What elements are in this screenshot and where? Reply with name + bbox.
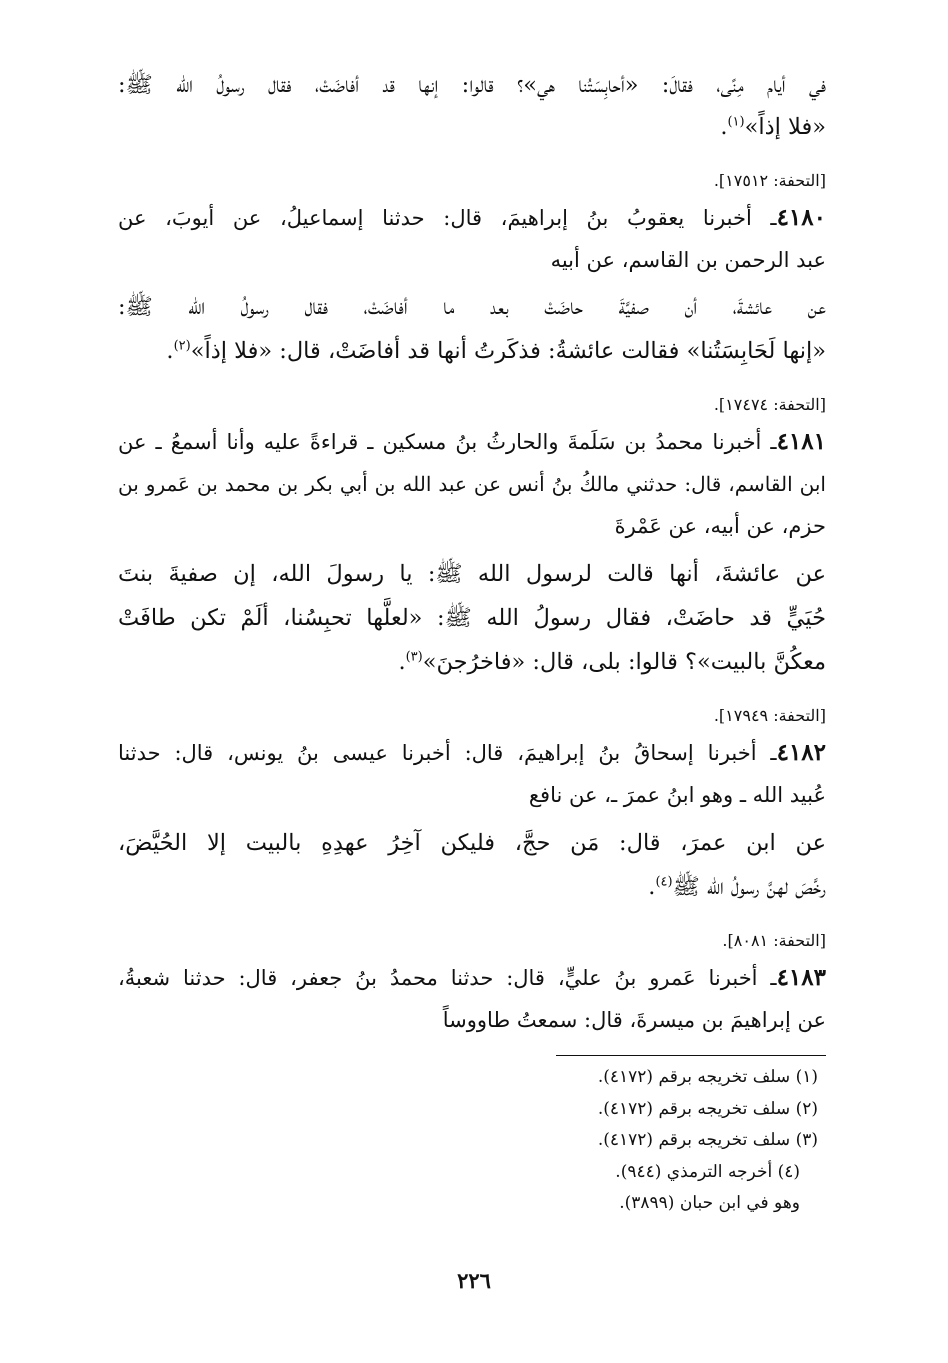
matn-line: عن عائشةَ، أن صفيَّةَ حاضَتْ بعد ما أفاضَتْ، فقال رسولُ الله ﷺ: xyxy=(118,294,826,320)
footnote: (٤) أخرجه الترمذي (٩٤٤). xyxy=(615,1162,800,1182)
isnad-line: ٤١٨٣ـ أخبرنا عَمرو بنُ عليٍّ، قال: حدثنا محمدُ بنُ جعفر، قال: حدثنا شعبةُ، xyxy=(118,964,826,991)
hadith-number: ٤١٨٣ xyxy=(776,964,826,991)
footnote-divider xyxy=(556,1055,826,1056)
matn-line: حُيَيٍّ قد حاضَتْ، فقال رسولُ الله ﷺ: «لعلَّها تحبِسُنا، ألَمْ تكن طافَتْ xyxy=(118,605,826,631)
hadith-number: ٤١٨٢ xyxy=(776,739,827,766)
isnad-line: ٤١٨٢ـ أخبرنا إسحاقُ بنُ إبراهيمَ، قال: أخبرنا عيسى بنُ يونس، قال: حدثنا xyxy=(118,739,827,766)
isnad-line: ابن القاسم، قال: حدثني مالكُ بنُ أنس عن عبد الله بن أبي بكر بن محمد بن عَمرو بن xyxy=(118,472,826,496)
isnad-line: حزم، عن أبيه، عن عَمْرةَ xyxy=(614,514,826,538)
page-number: ٢٢٦ xyxy=(457,1268,491,1293)
footnote: وهو في ابن حبان (٣٨٩٩). xyxy=(619,1193,800,1213)
matn-line: رخَّصَ لهنَّ رسولُ الله ﷺ$^{(٤)}$. xyxy=(648,874,826,900)
tuhfa-reference: [التحفة: ٨٠٨١]. xyxy=(722,931,826,950)
matn-line: عن ابن عمرَ، قال: مَن حجَّ، فليكن آخِرُ عهدِهِ بالبيت إلا الحُيَّضَ، xyxy=(118,830,826,856)
footnote-ref: (٤) xyxy=(655,874,673,890)
matn-line: «إنها لَحَابِسَتُنا» فقالت عائشةُ: فذكَرتُ أنها قد أفاضَتْ، قال: «فلا إذاً»$^{(٢)}$. xyxy=(166,338,826,364)
tuhfa-reference: [التحفة: ١٧٤٧٤]. xyxy=(713,395,826,414)
hadith-number: ٤١٨٠ xyxy=(776,204,826,231)
hadith-number: ٤١٨١ xyxy=(776,428,826,455)
footnote-ref: (١) xyxy=(727,114,745,130)
footnote-ref: (٢) xyxy=(173,338,191,354)
footnote-ref: (٣) xyxy=(405,649,423,665)
isnad-line: ٤١٨٠ـ أخبرنا يعقوبُ بنُ إبراهيمَ، قال: حدثنا إسماعيلُ، عن أيوبَ، عن xyxy=(118,204,826,231)
isnad-line: عبد الرحمن بن القاسم، عن أبيه xyxy=(550,248,826,272)
continuation-line-1: في أيام مِنًى، فقالَ: «أحابِسَتُنا هي»؟ قالوا: إنها قد أفاضَتْ، فقال رسولُ الله ﷺ: xyxy=(118,72,826,98)
footnote: (٣) سلف تخريجه برقم (٤١٧٢). xyxy=(597,1130,818,1150)
footnote: (١) سلف تخريجه برقم (٤١٧٢). xyxy=(597,1067,818,1087)
continuation-line-2: «فلا إذاً»$^{(١)}$. xyxy=(720,114,826,140)
matn-line: عن عائشةَ، أنها قالت لرسول الله ﷺ: يا رسولَ الله، إن صفيةَ بنتَ xyxy=(118,561,826,587)
matn-line: معكُنَّ بالبيت»؟ قالوا: بلى، قال: «فاخرُجنَ»$^{(٣)}$. xyxy=(398,649,826,675)
isnad-line: ٤١٨١ـ أخبرنا محمدُ بن سَلَمةَ والحارثُ بنُ مسكين ـ قراءةً عليه وأنا أسمعُ ـ عن xyxy=(118,428,826,455)
isnad-line: عن إبراهيمَ بن ميسرةَ، قال: سمعتُ طاووساً xyxy=(442,1008,826,1032)
footnote: (٢) سلف تخريجه برقم (٤١٧٢). xyxy=(597,1099,818,1119)
tuhfa-reference: [التحفة: ١٧٩٤٩]. xyxy=(713,706,826,725)
tuhfa-reference: [التحفة: ١٧٥١٢]. xyxy=(713,171,826,190)
isnad-line: عُبيد الله ـ وهو ابنُ عمرَ ـ، عن نافع xyxy=(528,783,826,807)
